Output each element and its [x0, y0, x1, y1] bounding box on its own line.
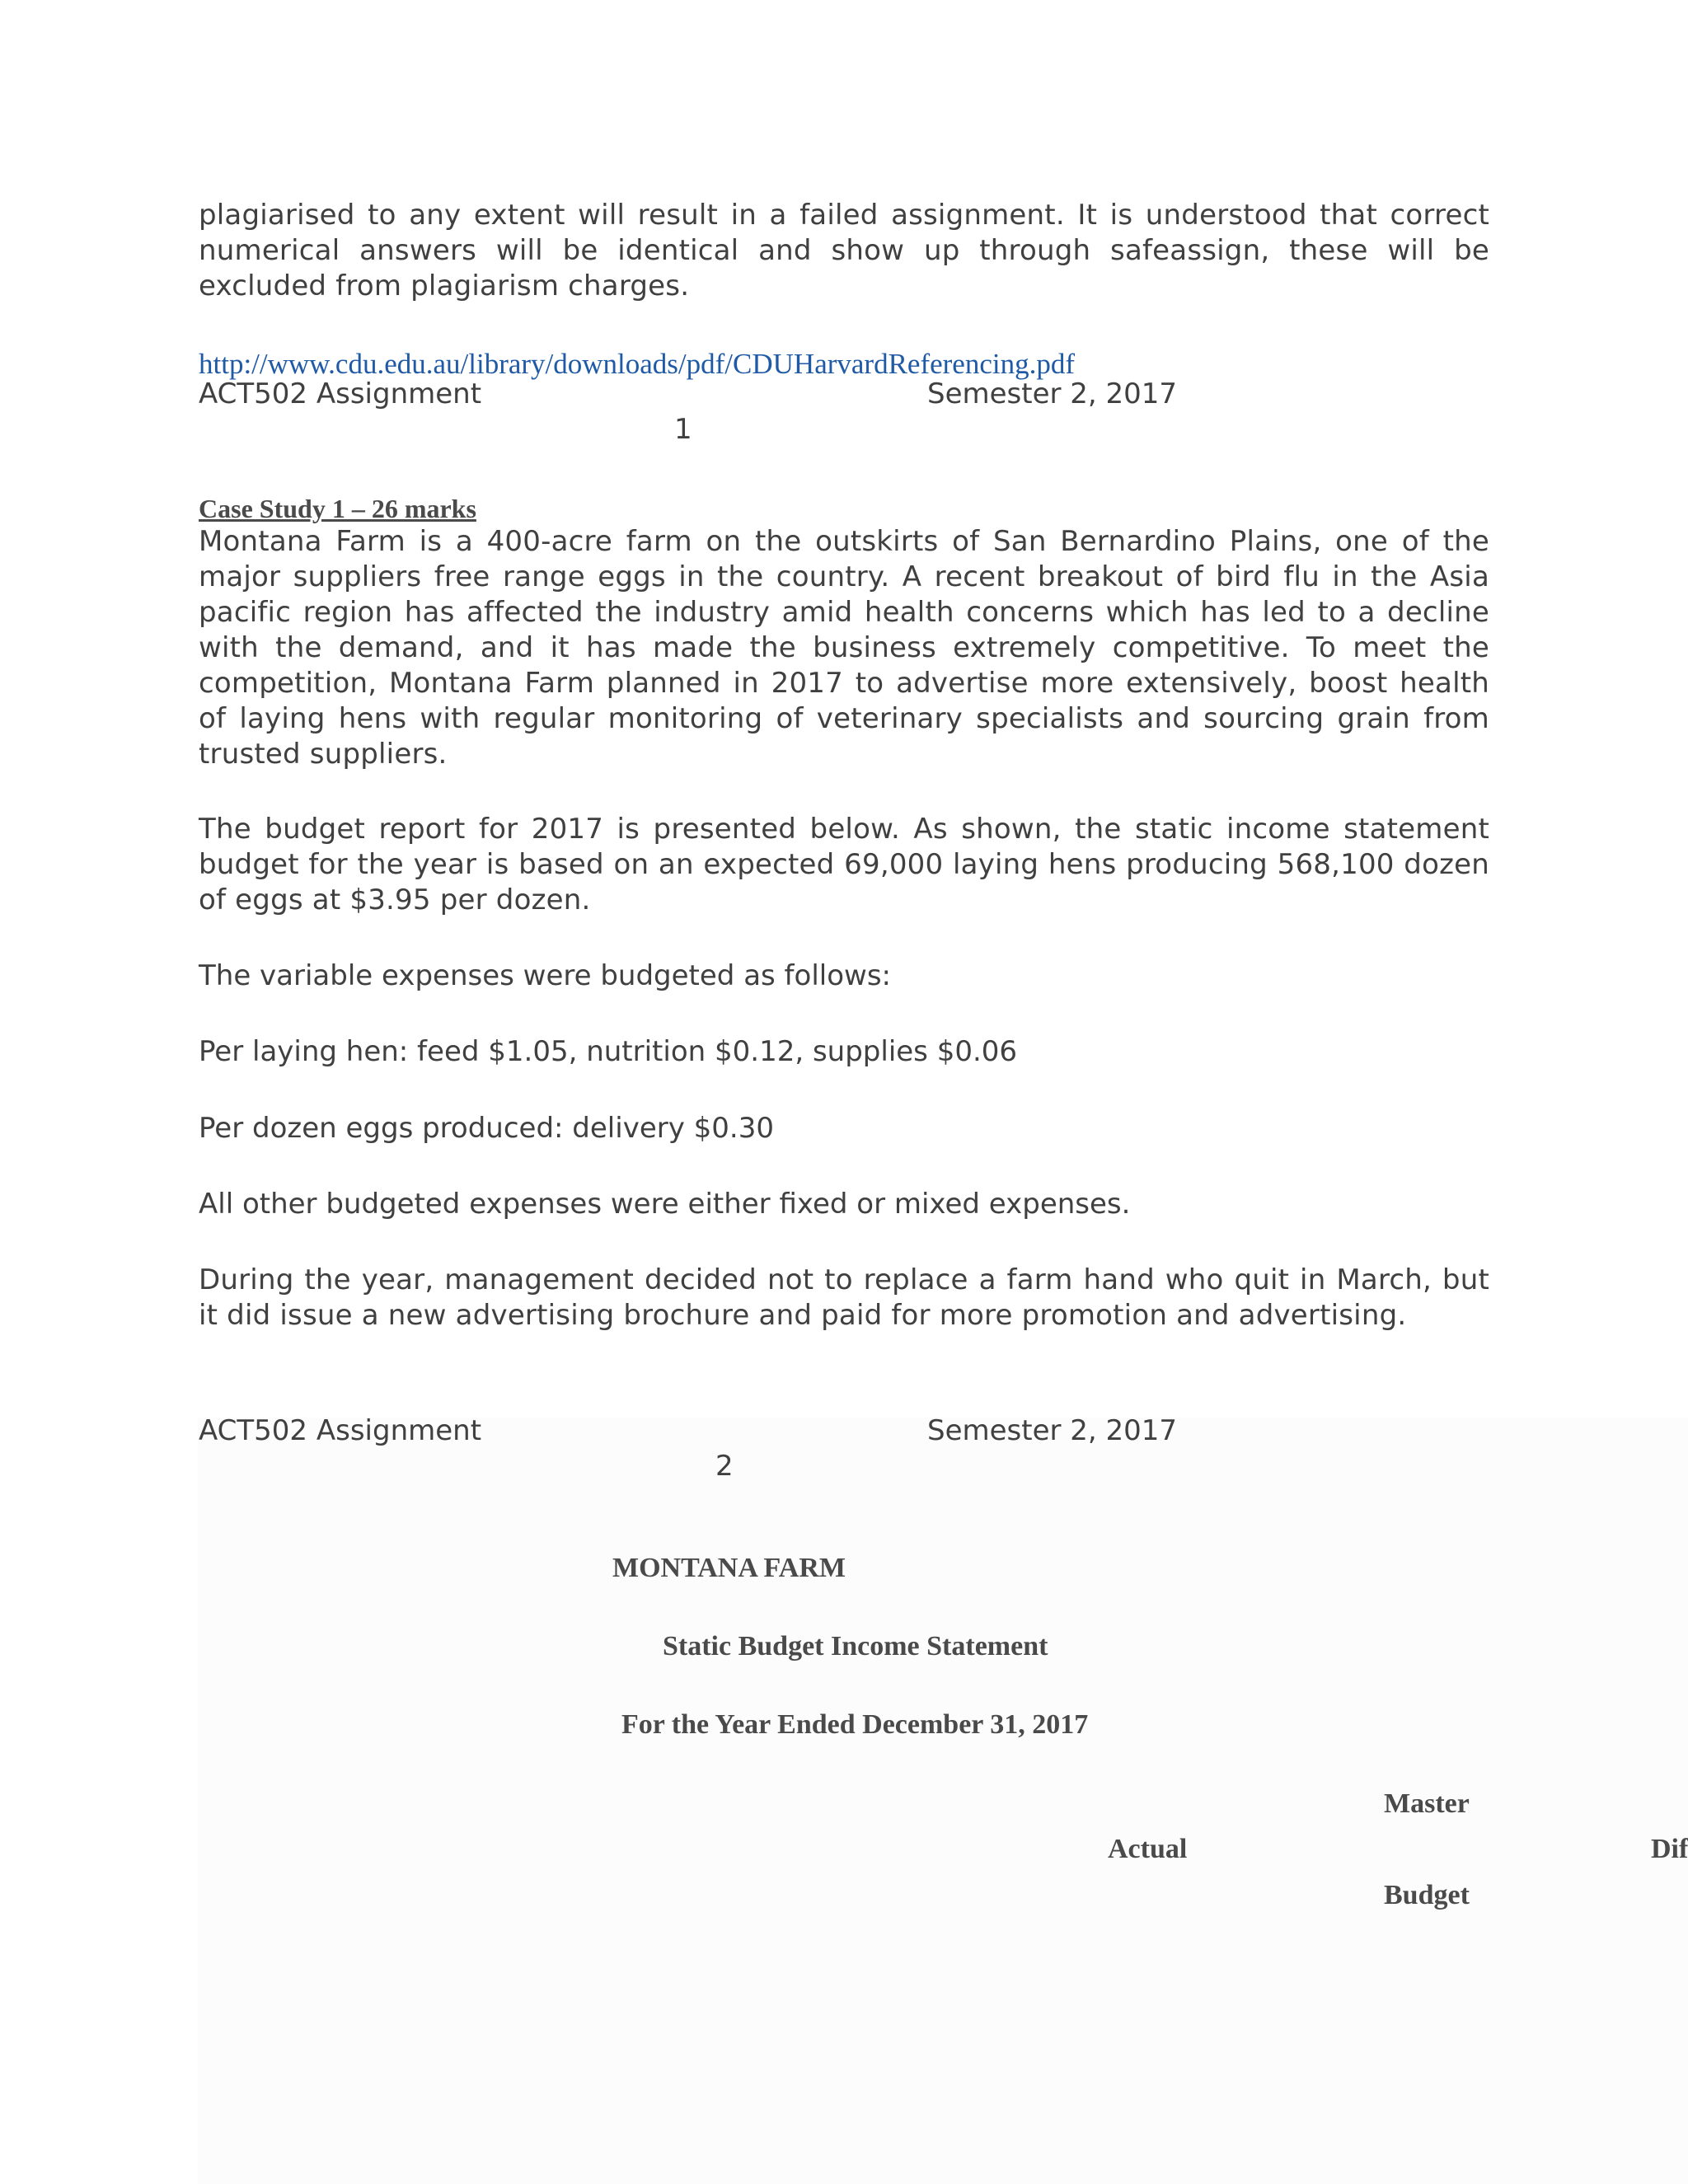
case-study-paragraph-6: All other budgeted expenses were either fixed or mixed expenses.: [199, 1188, 1131, 1221]
page-number-2: 2: [715, 1450, 734, 1483]
statement-title: Static Budget Income Statement: [663, 1631, 1048, 1661]
footer-1-semester: Semester 2, 2017: [927, 377, 1178, 410]
case-study-paragraph-3: The variable expenses were budgeted as follows:: [199, 959, 891, 992]
case-study-paragraph-1: Montana Farm is a 400-acre farm on the outskirts of San Bernardino Plains, one of the major suppliers free range eggs in the country. A recent breakout of bird flu in the Asia pacific region has affected the industry amid health concerns which has led to a decline with the demand, and it has made the business extremely competitive. To meet the competition, Montana Farm planned in 2017 to advertise more extensively, boost health of laying hens with regular monitoring of veterinary specialists and sourcing grain from trusted suppliers.: [199, 525, 1489, 771]
footer-2-semester: Semester 2, 2017: [927, 1414, 1178, 1447]
case-study-heading: Case Study 1 – 26 marks: [199, 494, 476, 523]
intro-paragraph: plagiarised to any extent will result in a failed assignment. It is understood that correct numerical answers will be identical and show up through safeassign, these will be excluded from plagiarism charges.: [199, 199, 1489, 302]
column-difference-label: Dif: [1651, 1834, 1688, 1864]
reference-link[interactable]: http://www.cdu.edu.au/library/downloads/pdf/CDUHarvardReferencing.pdf: [199, 348, 1076, 380]
case-study-paragraph-7: During the year, management decided not to replace a farm hand who quit in March, but it did issue a new advertising brochure and paid for more promotion and advertising.: [199, 1263, 1489, 1332]
column-budget-label: Budget: [1384, 1880, 1470, 1910]
page-number-1: 1: [674, 413, 692, 446]
footer-2-course: ACT502 Assignment: [199, 1414, 482, 1447]
statement-company: MONTANA FARM: [612, 1553, 846, 1583]
case-study-paragraph-5: Per dozen eggs produced: delivery $0.30: [199, 1112, 774, 1145]
column-master-label: Master: [1384, 1788, 1470, 1819]
case-study-paragraph-2: The budget report for 2017 is presented below. As shown, the static income statement budget for the year is based on an expected 69,000 laying hens producing 568,100 dozen of eggs at $3.95 per dozen.: [199, 813, 1489, 916]
column-actual-label: Actual: [1108, 1834, 1188, 1864]
case-study-paragraph-4: Per laying hen: feed $1.05, nutrition $0.12, supplies $0.06: [199, 1035, 1018, 1068]
footer-1-course: ACT502 Assignment: [199, 377, 482, 410]
statement-period: For the Year Ended December 31, 2017: [621, 1709, 1089, 1740]
